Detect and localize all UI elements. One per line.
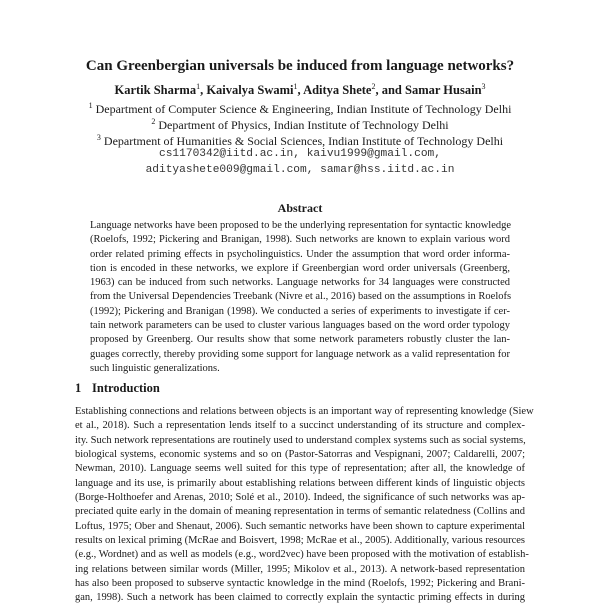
author-separator: , and (375, 83, 405, 98)
body-line: (Borge-Holthoefer and Arenas, 2010; Solé et al., 2010). Indeed, the significance of such networks was ap- (75, 492, 525, 504)
body-line: (e.g., Wordnet) and as well as models (e.g., word2vec) have been proposed with the motivation of establish- (75, 549, 529, 561)
body-line: biological systems, economic systems and so on (Pastor-Satorras and Vespignani, 2007; Caldarelli, 2007; (75, 449, 525, 461)
section-heading (75, 381, 160, 396)
author-name: Samar Husain (405, 83, 482, 98)
abstract-line: such linguistic generalizations. (90, 362, 220, 374)
author-affiliation-mark: 3 (481, 82, 486, 91)
abstract-line: proposed by Greenberg. Our results show that some network parameters robustly cluster the lan- (90, 334, 510, 346)
body-line: ity. Such network representations are routinely used to understand complex systems such as social systems, (75, 434, 526, 446)
body-line: preciated quite early in the domain of meaning representation in terms of semantic relatedness (Collins and (75, 506, 525, 518)
abstract-body (90, 219, 510, 376)
section-title: Introduction (92, 381, 160, 395)
abstract-heading: Abstract (277, 201, 323, 215)
author-separator: , (200, 83, 207, 98)
affiliation-mark: 3 (96, 133, 101, 142)
affiliation-text: Department of Physics, Indian Institute of Technology Delhi (158, 118, 449, 132)
body-line: et al., 2018). Such a representation lends itself to a succinct understanding of its structure and complex- (75, 420, 525, 432)
body-line: ing relations between similar words (Miller, 1995; Mikolov et al., 2013). A network-based representation (75, 563, 525, 575)
abstract-line: order related priming effects in psycholinguistics. Under the assumption that word order informa- (90, 248, 510, 260)
author-affiliation-mark: 1 (293, 82, 298, 91)
affiliation-text: Department of Humanities & Social Sciences, Indian Institute of Technology Delhi (103, 134, 504, 148)
abstract-line: Language networks have been proposed to be the underlying representation for syntactic knowledge (90, 220, 512, 231)
email-line: adityashete009@gmail.com, samar@hss.iitd.ac.in (145, 164, 455, 176)
abstract-line: from the Universal Dependencies Treebank (Nivre et al., 2016) based on the assumptions in Roelofs (90, 291, 512, 303)
author-name: Aditya Shete (303, 83, 372, 98)
author-name: Kartik Sharma (114, 83, 197, 98)
body-line: Loftus, 1975; Ober and Shenaut, 2006). Such semantic networks have been shown to capture experimental (75, 520, 525, 532)
email-line: cs1170342@iitd.ac.in, kaivu1999@gmail.com, (159, 148, 441, 160)
affiliation-mark: 2 (151, 117, 156, 126)
author-affiliation-mark: 1 (196, 82, 201, 91)
author-separator: , (297, 83, 304, 98)
body-line: gan, 1998). Such a network has been claimed to correctly explain the syntactic priming effects in during (75, 592, 525, 604)
section-number: 1 (75, 381, 82, 395)
body-line: language and its use, is primarily about establishing relations between different kinds of linguistic objects (75, 477, 525, 489)
author-name: Kaivalya Swami (206, 83, 294, 98)
body-line: has also been proposed to subserve syntactic knowledge in the mind (Roelofs, 1992; Pickering and Brani- (75, 578, 525, 590)
body-line: results on lexical priming (McRae and Boisvert, 1998; McRae et al., 2005). Additionally, various resources (75, 535, 525, 547)
paper-title: Can Greenbergian universals be induced from language networks? (85, 58, 515, 74)
abstract-line: tion is encoded in these networks, we explore if Greenbergian word order universals (Greenberg, (90, 262, 510, 274)
body-line: Establishing connections and relations between objects is an important way of representing knowledge (Siew (75, 406, 534, 417)
abstract-line: (Roelofs, 1992; Pickering and Branigan, 1998). Such networks are known to explain various word (90, 234, 510, 246)
introduction-body (75, 405, 534, 606)
abstract-line: guages correctly, thereby providing some support for language network as a valid representation for (90, 348, 510, 360)
author-affiliation-mark: 2 (371, 82, 376, 91)
abstract-line: 1963) can be induced from such networks. Language networks for 34 languages were constructed (90, 277, 510, 289)
author-list (0, 82, 600, 98)
abstract-line: (1992); Pickering and Branigan (1998). We conducted a series of experiments to investigate if cer- (90, 305, 510, 317)
abstract-line: tain network parameters can be used to cluster various languages based on the word order typology (90, 320, 510, 332)
affiliation-mark: 1 (88, 101, 93, 110)
affiliation-text: Department of Computer Science & Engineering, Indian Institute of Technology Delhi (95, 102, 512, 116)
body-line: Newman, 2010). Language seems well suited for this type of representation; after all, the knowledge of (75, 463, 525, 475)
